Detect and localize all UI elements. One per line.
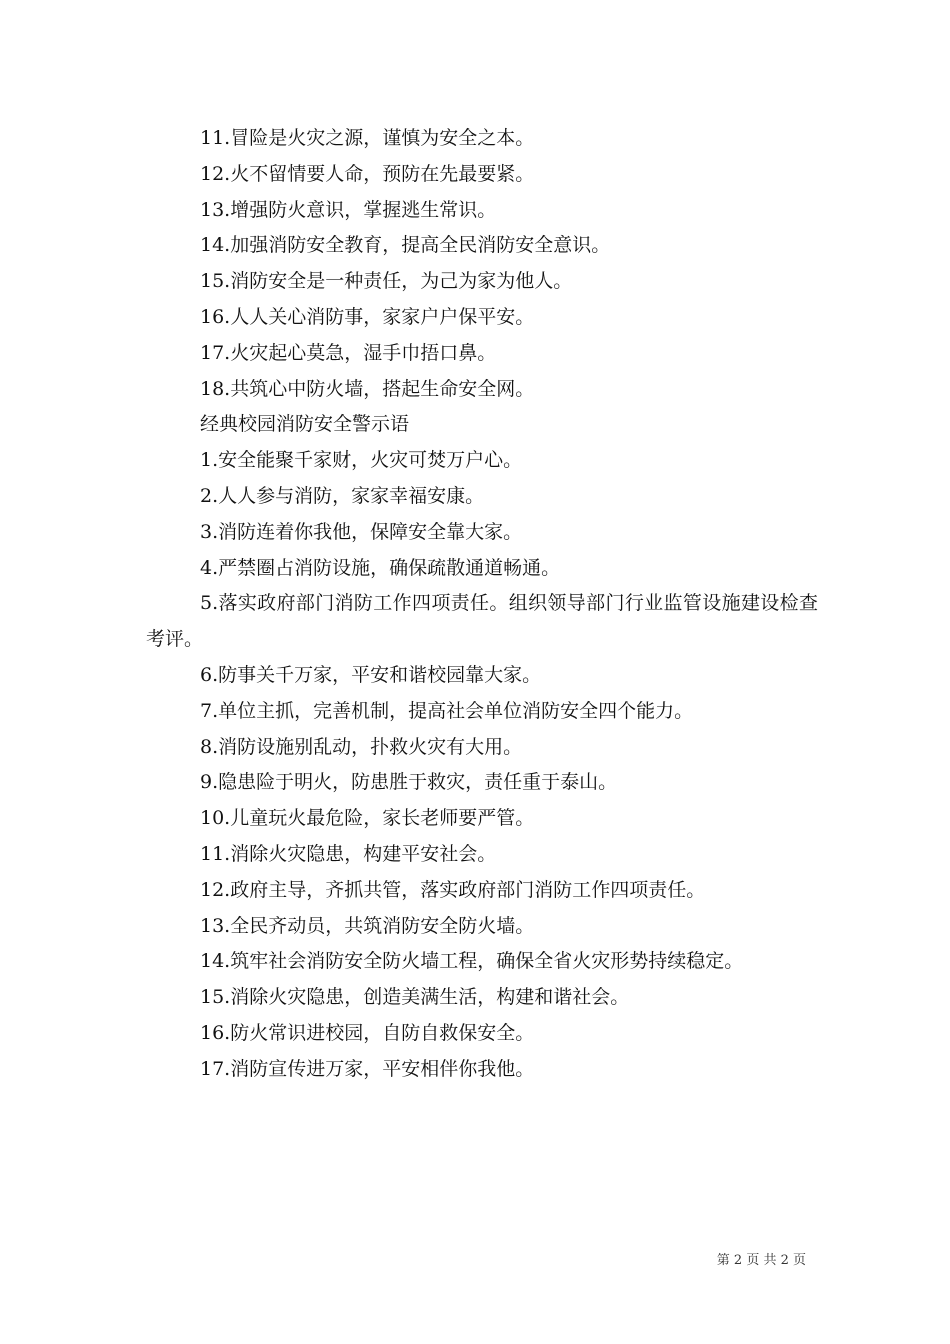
text-line: 5.落实政府部门消防工作四项责任。组织领导部门行业监管设施建设检查考评。 [146, 592, 818, 651]
text-line: 4.严禁圈占消防设施，确保疏散通道畅通。 [200, 556, 561, 579]
text-line: 2.人人参与消防，家家幸福安康。 [200, 484, 485, 507]
text-line: 17.火灾起心莫急，湿手巾捂口鼻。 [200, 341, 497, 364]
text-line: 1.安全能聚千家财，火灾可焚万户心。 [200, 449, 523, 472]
text-line: 12.政府主导，齐抓共管，落实政府部门消防工作四项责任。 [200, 878, 706, 901]
text-line: 16.人人关心消防事，家家户户保平安。 [200, 305, 535, 328]
text-line: 7.单位主抓，完善机制，提高社会单位消防安全四个能力。 [200, 699, 694, 722]
text-line: 12.火不留情要人命，预防在先最要紧。 [200, 162, 535, 185]
text-line: 10.儿童玩火最危险，家长老师要严管。 [200, 807, 535, 830]
text-line: 15.消除火灾隐患，创造美满生活，构建和谐社会。 [200, 986, 630, 1009]
text-line: 8.消防设施别乱动，扑救火灾有大用。 [200, 735, 523, 758]
text-line: 11.冒险是火灾之源，谨慎为安全之本。 [200, 127, 535, 149]
text-line: 经典校园消防安全警示语 [200, 413, 410, 436]
text-line: 3.消防连着你我他，保障安全靠大家。 [200, 520, 523, 543]
text-line: 16.防火常识进校园，自防自救保安全。 [200, 1021, 535, 1044]
text-line: 11.消除火灾隐患，构建平安社会。 [200, 842, 497, 865]
text-line: 13.全民齐动员，共筑消防安全防火墙。 [200, 914, 535, 937]
text-line: 15.消防安全是一种责任，为己为家为他人。 [200, 270, 573, 293]
document-body [146, 121, 818, 1088]
text-line: 14.加强消防安全教育，提高全民消防安全意识。 [200, 234, 611, 257]
text-line: 6.防事关千万家，平安和谐校园靠大家。 [200, 663, 542, 686]
text-line: 13.增强防火意识，掌握逃生常识。 [200, 198, 497, 221]
text-line: 18.共筑心中防火墙，搭起生命安全网。 [200, 377, 535, 400]
text-line: 14.筑牢社会消防安全防火墙工程，确保全省火灾形势持续稳定。 [200, 950, 744, 973]
text-line: 17.消防宣传进万家，平安相伴你我他。 [200, 1057, 535, 1080]
page-number-footer: 第 2 页 共 2 页 [716, 1253, 806, 1268]
text-line: 9.隐患险于明火，防患胜于救灾，责任重于泰山。 [200, 771, 618, 794]
